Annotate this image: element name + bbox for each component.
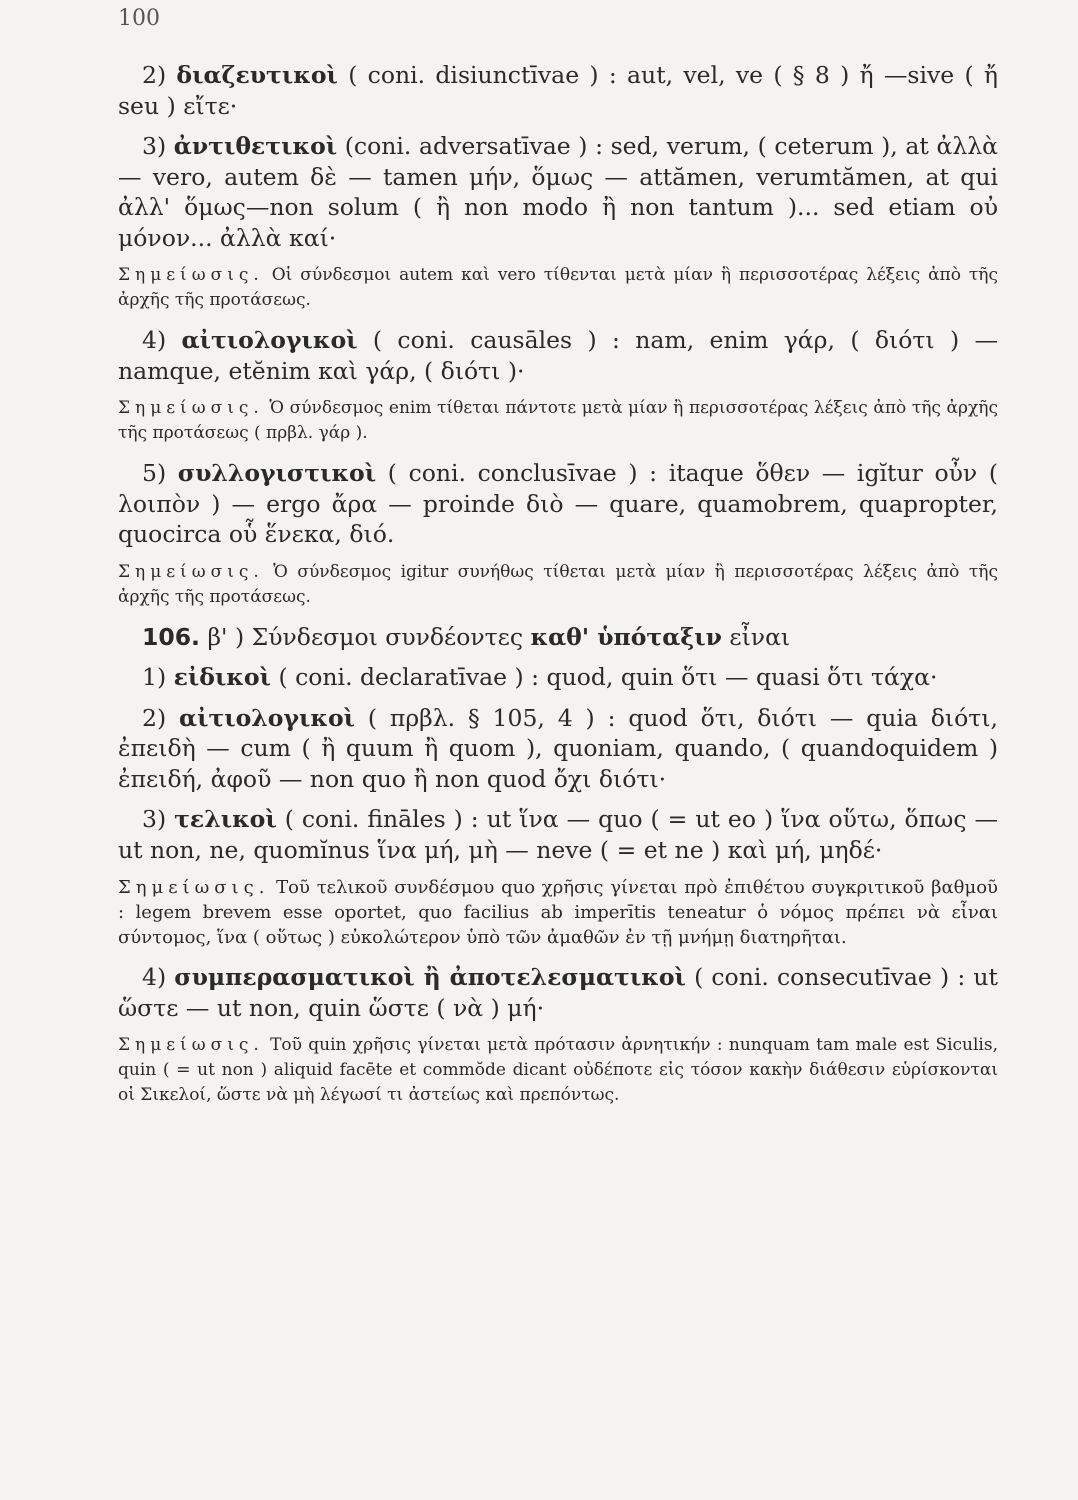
- note-causal: [118, 396, 998, 446]
- section-heading-106: [118, 622, 998, 653]
- paragraph-consecutive: [118, 962, 998, 1023]
- item-text: ( coni. disiunctīvae ) : aut, vel, ve ( § 8 ) ἤ —sive ( ἤ seu ) εἴτε·: [118, 61, 998, 120]
- item-term: αἰτιολογικοὶ: [178, 703, 355, 732]
- item-text: ( coni. causāles ) : nam, enim γάρ, ( διότι ) — namque, etĕnim καὶ γάρ, ( διότι )·: [118, 326, 998, 385]
- item-text: ( πρβλ. § 105, 4 ) : quod ὅτι, διότι — quia διότι, ἐπειδὴ — cum ( ἢ quum ἢ quom ), quoniam, quando, ( quandoquidem ) ἐπειδή, ἀφοῦ — non quo ἢ non quod ὄχι διότι·: [118, 703, 998, 793]
- heading-post: εἶναι: [729, 622, 791, 651]
- page-number: 100: [118, 6, 160, 31]
- item-term: ἀντιθετικοὶ: [173, 132, 338, 160]
- note-consecutive: [118, 1033, 998, 1108]
- item-term: συλλογιστικοὶ: [177, 459, 377, 487]
- item-label: 4): [142, 326, 167, 354]
- item-term: τελικοὶ: [174, 805, 277, 833]
- paragraph-final: [118, 804, 998, 865]
- note-label: Σημείωσις.: [118, 398, 264, 418]
- item-label: 5): [142, 459, 167, 487]
- section-number: 106.: [142, 622, 200, 651]
- item-text: (coni. adversatīvae ) : sed, verum, ( ceterum ), at ἀλλὰ — vero, autem δὲ — tamen μήν, ὅμως — attămen, verumtămen, at qui ἀλλ' ὅμως—non solum ( ἢ non modo ἢ non tantum )... sed etiam οὐ μόνον... ἀλλὰ καί·: [118, 132, 998, 252]
- note-text: Ὁ σύνδεσμος enim τίθεται πάντοτε μετὰ μίαν ἢ περισσοτέρας λέξεις ἀπὸ τῆς ἀρχῆς τῆς προτάσεως ( πρβλ. γάρ ).: [118, 398, 998, 443]
- note-text: Τοῦ quin χρῆσις γίνεται μετὰ πρότασιν ἀρνητικήν : nunquam tam male est Siculis, quin ( = ut non ) aliquid facēte et commŏde dicant οὐδέποτε εἰς τόσον κακὴν διάθεσιν εὑρίσκονται οἱ Σικελοί, ὥστε νὰ μὴ λέγωσί τι ἀστείως καὶ πρεπόντως.: [118, 1035, 998, 1105]
- item-term: εἰδικοὶ: [173, 663, 271, 691]
- paragraph-causal-subordinate: [118, 703, 998, 795]
- heading-pre: β' ) Σύνδεσμοι συνδέοντες: [207, 622, 523, 651]
- note-conclusive: [118, 560, 998, 610]
- note-label: Σημείωσις.: [118, 561, 264, 582]
- page-body: [118, 60, 998, 1120]
- item-label: 2): [142, 61, 167, 89]
- item-label: 3): [142, 805, 167, 833]
- item-text: ( coni. conclusīvae ) : itaque ὅθεν — igĭtur οὖν ( λοιπὸν ) — ergo ἄρα — proinde διὸ — quare, quamobrem, quapropter, quocirca οὗ ἕνεκα, διό.: [118, 459, 998, 548]
- item-label: 4): [142, 963, 167, 991]
- note-label: Σημείωσις.: [118, 877, 270, 898]
- paragraph-conclusive: [118, 458, 998, 550]
- item-label: 2): [142, 703, 167, 732]
- note-text: Οἱ σύνδεσμοι autem καὶ vero τίθενται μετὰ μίαν ἢ περισσοτέρας λέξεις ἀπὸ τῆς ἀρχῆς τῆς προτάσεως.: [118, 265, 998, 310]
- item-text: ( coni. declaratīvae ) : quod, quin ὅτι — quasi ὅτι τάχα·: [278, 663, 938, 691]
- note-text: Τοῦ τελικοῦ συνδέσμου quo χρῆσις γίνεται πρὸ ἐπιθέτου συγκριτικοῦ βαθμοῦ : legem brevem esse oportet, quo facilius ab imperītis teneatur ὁ νόμος πρέπει νὰ εἶναι σύντομος, ἵνα ( οὕτως ) εὐκολώτερον ὑπὸ τῶν ἀμαθῶν ἐν τῇ μνήμῃ διατηρῆται.: [118, 877, 998, 948]
- note-label: Σημείωσις.: [118, 265, 264, 285]
- note-label: Σημείωσις.: [118, 1035, 264, 1055]
- paragraph-causal: [118, 325, 998, 386]
- item-label: 1): [142, 663, 167, 691]
- item-text: ( coni. consecutīvae ) : ut ὥστε — ut non, quin ὥστε ( νὰ ) μή·: [118, 963, 998, 1022]
- heading-term: καθ' ὑπόταξιν: [530, 622, 722, 651]
- note-text: Ὁ σύνδεσμος igitur συνήθως τίθεται μετὰ μίαν ἢ περισσοτέρας λέξεις ἀπὸ τῆς ἀρχῆς τῆς προτάσεως.: [118, 561, 998, 607]
- item-term: διαζευτικοὶ: [176, 61, 338, 89]
- paragraph-disjunctive: [118, 60, 998, 121]
- note-final: [118, 875, 998, 950]
- item-label: 3): [142, 132, 167, 160]
- item-term: συμπερασματικοὶ ἢ ἀποτελεσματικοὶ: [174, 963, 686, 991]
- paragraph-adversative: [118, 131, 998, 253]
- item-term: αἰτιολογικοὶ: [181, 326, 358, 354]
- paragraph-declarative: [118, 662, 998, 693]
- note-adversative: [118, 263, 998, 313]
- item-text: ( coni. fināles ) : ut ἵνα — quo ( = ut eo ) ἵνα οὕτω, ὅπως — ut non, ne, quomĭnus ἵνα μή, μὴ — neve ( = et ne ) καὶ μή, μηδέ·: [118, 805, 998, 864]
